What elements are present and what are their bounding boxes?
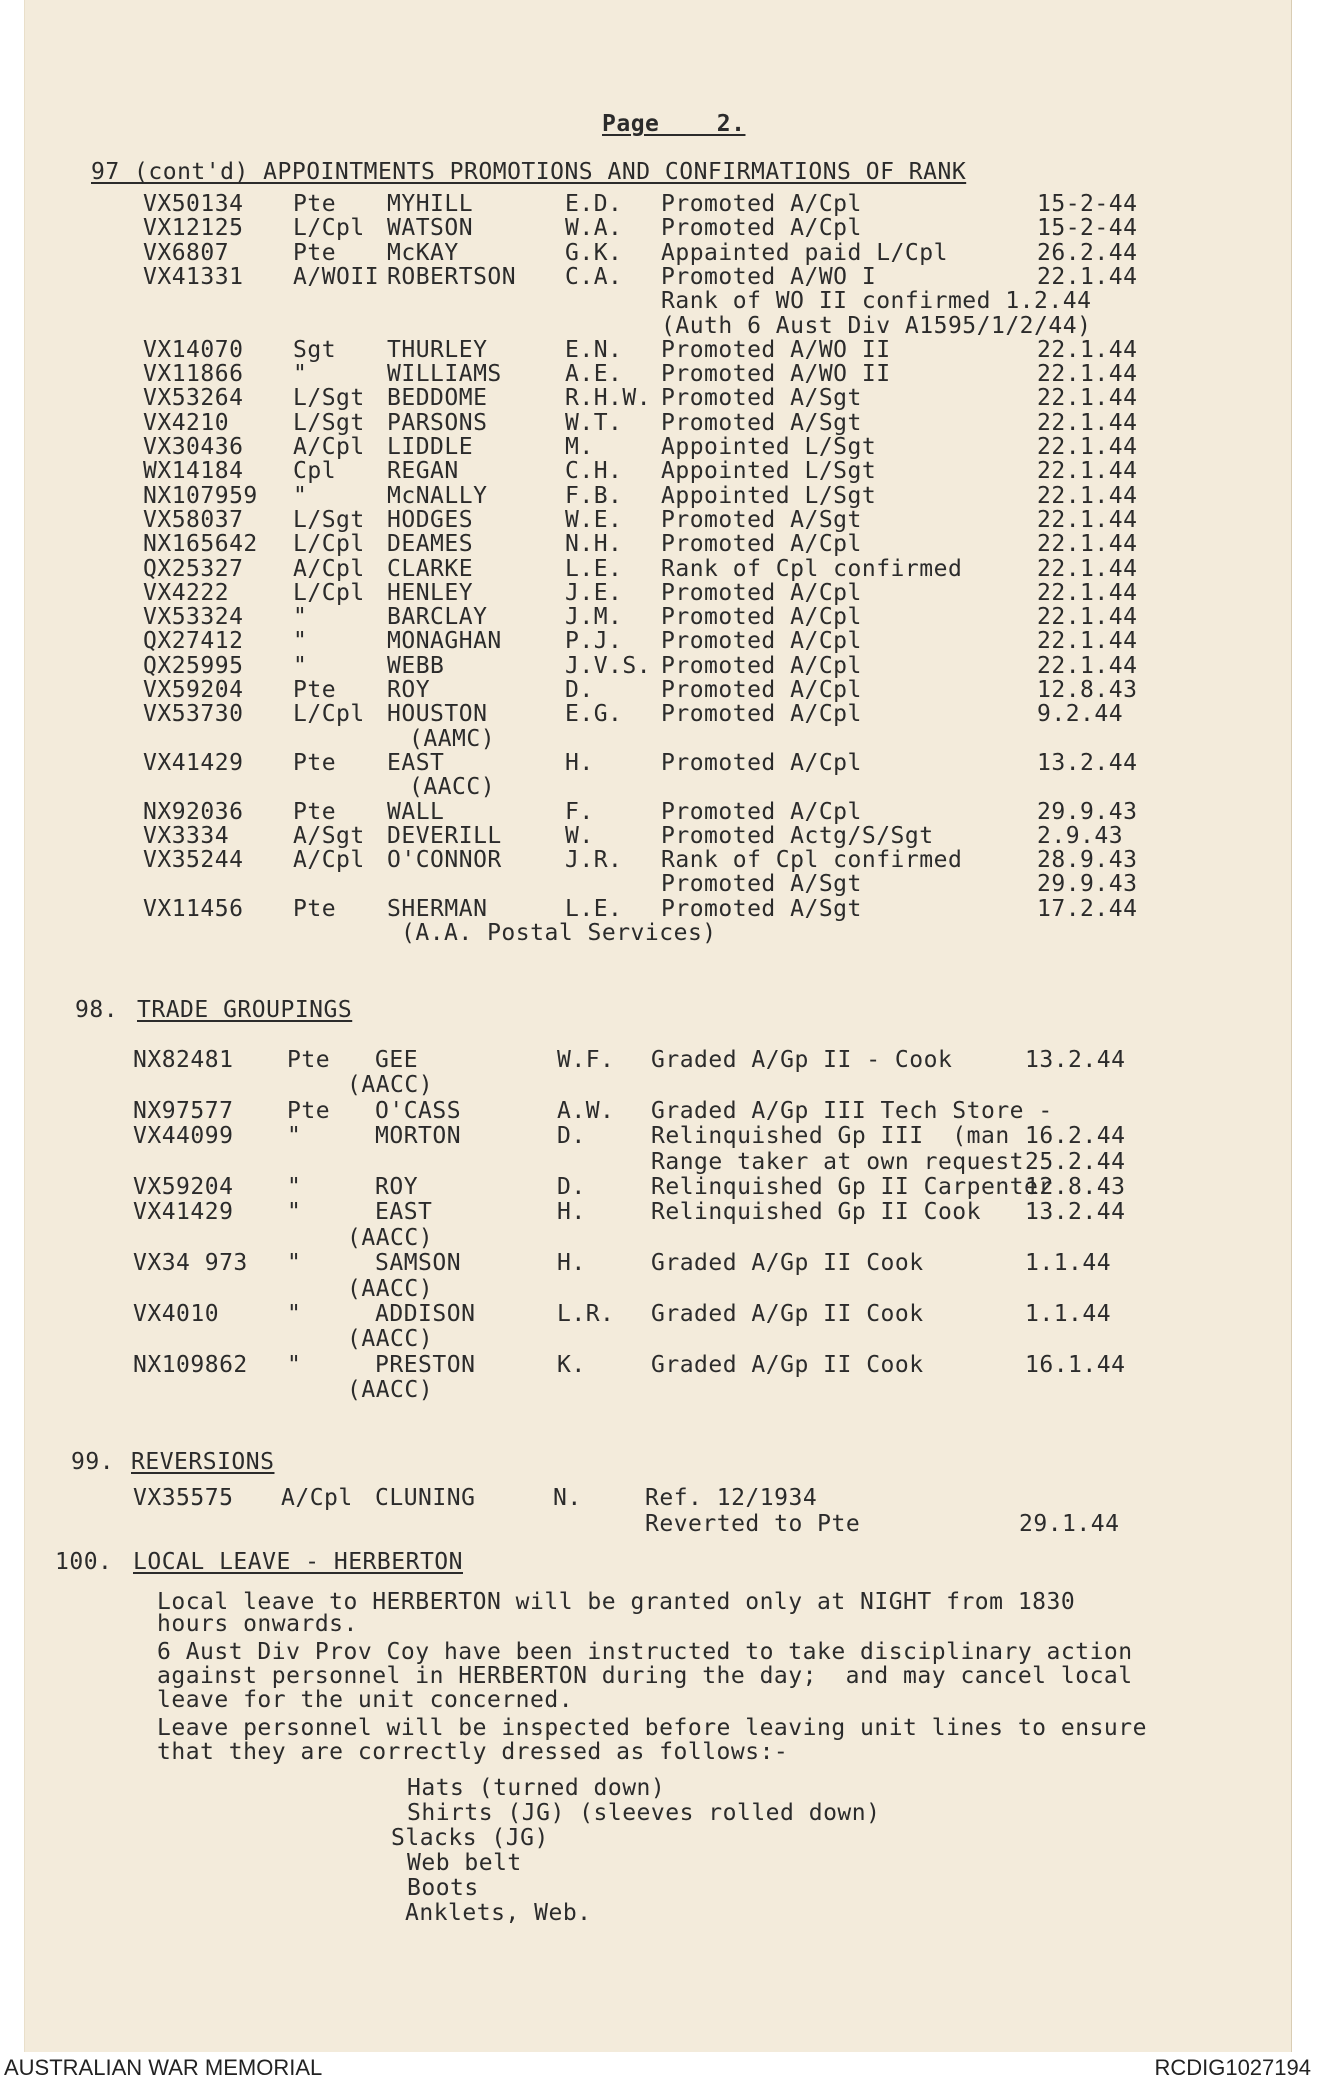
trade-row-no: NX97577 — [133, 1097, 234, 1124]
promotion-row-rank: Pte — [293, 239, 337, 266]
promotion-row-date: 28.9.43 — [1037, 847, 1138, 874]
promotion-row-rank: Pte — [293, 677, 337, 703]
promotion-row-init: W.T. — [565, 409, 623, 436]
trade-row-date: 1.1.44 — [1025, 1301, 1112, 1327]
promotion-row-date: 15-2-44 — [1037, 215, 1138, 242]
promotion-row-rank: A/Cpl — [293, 434, 365, 460]
promotion-row-init: H. — [565, 749, 594, 776]
trade-row-no: VX44099 — [133, 1123, 234, 1150]
promotion-row-date: 29.9.43 — [1037, 871, 1138, 898]
section-98-number: 98. — [75, 997, 119, 1023]
promotion-row-date: 13.2.44 — [1037, 749, 1138, 776]
trade-row-init: K. — [557, 1351, 586, 1378]
trade-row-action: Graded A/Gp II Cook — [651, 1250, 924, 1277]
promotion-row-name: HODGES — [387, 506, 474, 533]
promotion-row-action: Rank of Cpl confirmed — [661, 555, 963, 582]
promotion-row-init: R.H.W. — [565, 385, 652, 412]
promotion-row-name: LIDDLE — [387, 434, 474, 460]
promotion-row-action: Promoted A/Sgt — [661, 506, 862, 533]
promotion-row-action: Promoted A/Cpl — [661, 798, 862, 825]
promotion-row-init: J.M. — [565, 604, 623, 631]
promotion-row-date: 15-2-44 — [1037, 191, 1138, 217]
trade-row-no: VX59204 — [133, 1174, 234, 1200]
promotion-row-rank: L/Sgt — [293, 506, 365, 533]
section-100-number: 100. — [55, 1549, 113, 1575]
promotion-row-rank: " — [293, 652, 308, 679]
promotion-row-name: ROY — [387, 677, 431, 703]
trade-row-action: Graded A/Gp III Tech Store - — [651, 1097, 1053, 1124]
promotion-row-init: E.N. — [565, 336, 623, 363]
dress-item: Anklets, Web. — [405, 1900, 592, 1926]
promotion-row-name: McNALLY — [387, 482, 488, 509]
trade-row-rank: " — [287, 1351, 302, 1378]
promotion-row-rank: A/Cpl — [293, 847, 365, 874]
promotion-row-init: J.V.S. — [565, 652, 652, 679]
trade-row-name: (AACC) — [347, 1275, 434, 1302]
promotion-row-name: O'CONNOR — [387, 847, 502, 874]
trade-row-name: (AACC) — [347, 1224, 434, 1251]
promotion-row-action: Rank of Cpl confirmed — [661, 847, 963, 874]
promotion-row-date: 26.2.44 — [1037, 239, 1138, 266]
promotion-row-no: QX25327 — [143, 555, 244, 582]
promotion-row-name: SHERMAN — [387, 895, 488, 922]
promotion-row-action: Promoted A/WO I — [661, 263, 877, 290]
section-97-title: 97 (cont'd) APPOINTMENTS PROMOTIONS AND CONFIRMATIONS OF RANK — [91, 159, 967, 185]
promotion-row-action: Promoted A/WO II — [661, 336, 891, 363]
reversion-rank: A/Cpl — [281, 1485, 353, 1511]
trade-row-rank: " — [287, 1250, 302, 1277]
promotion-row-init: M. — [565, 434, 594, 460]
trade-row-rank: " — [287, 1174, 302, 1200]
promotion-row-date: 22.1.44 — [1037, 434, 1138, 460]
promotion-row-init: N.H. — [565, 531, 623, 558]
trade-row-no: NX109862 — [133, 1351, 248, 1378]
promotion-row-no: NX92036 — [143, 798, 244, 825]
promotion-row-init: W.E. — [565, 506, 623, 533]
trade-row-action: Relinquished Gp II Carpenter — [651, 1174, 1053, 1200]
trade-row-init: D. — [557, 1123, 586, 1150]
trade-row-rank: Pte — [287, 1047, 331, 1073]
promotion-row-rank: " — [293, 361, 308, 388]
footer-institution: AUSTRALIAN WAR MEMORIAL — [4, 2055, 323, 2080]
promotion-row-rank: L/Sgt — [293, 385, 365, 412]
promotion-row-date: 17.2.44 — [1037, 895, 1138, 922]
page-heading: Page 2. — [602, 111, 746, 137]
dress-item: Web belt — [407, 1850, 522, 1876]
trade-row-action: Relinquished Gp II Cook — [651, 1199, 981, 1226]
promotion-row-init: L.E. — [565, 555, 623, 582]
promotion-row-no: VX3334 — [143, 822, 230, 849]
promotion-row-no: VX12125 — [143, 215, 244, 242]
promotion-row-init: E.D. — [565, 191, 623, 217]
promotion-row-action: Rank of WO II confirmed 1.2.44 — [661, 288, 1092, 315]
trade-row-name: O'CASS — [375, 1097, 462, 1124]
promotion-row-no: VX14070 — [143, 336, 244, 363]
promotion-row-rank: L/Cpl — [293, 579, 365, 606]
trade-row-name: (AACC) — [347, 1326, 434, 1353]
promotion-row-name: BARCLAY — [387, 604, 488, 631]
promotion-row-name: HENLEY — [387, 579, 474, 606]
promotion-row-name: MYHILL — [387, 191, 474, 217]
promotion-row-no: WX14184 — [143, 458, 244, 485]
promotion-row-init: G.K. — [565, 239, 623, 266]
promotion-row-date: 22.1.44 — [1037, 555, 1138, 582]
promotion-row-init: D. — [565, 677, 594, 703]
promotion-row-rank: " — [293, 482, 308, 509]
promotion-row-date: 22.1.44 — [1037, 482, 1138, 509]
promotion-row-no: VX41331 — [143, 263, 244, 290]
promotion-row-action: (Auth 6 Aust Div A1595/1/2/44) — [661, 312, 1092, 339]
promotion-row-date: 22.1.44 — [1037, 263, 1138, 290]
promotion-row-no: QX27412 — [143, 628, 244, 655]
promotion-row-date: 22.1.44 — [1037, 361, 1138, 388]
trade-row-name: MORTON — [375, 1123, 462, 1150]
promotion-row-rank: L/Sgt — [293, 409, 365, 436]
promotion-row-date: 2.9.43 — [1037, 822, 1124, 849]
trade-row-date: 13.2.44 — [1025, 1047, 1126, 1073]
trade-row-date: 1.1.44 — [1025, 1250, 1112, 1277]
reversion-number: VX35575 — [133, 1485, 234, 1511]
trade-row-name: GEE — [375, 1047, 419, 1073]
promotion-row-no: VX4210 — [143, 409, 230, 436]
promotion-row-init: C.H. — [565, 458, 623, 485]
promotion-row-no: VX50134 — [143, 191, 244, 217]
promotion-row-date: 22.1.44 — [1037, 385, 1138, 412]
trade-row-name: PRESTON — [375, 1351, 476, 1378]
promotion-row-action: Promoted A/Cpl — [661, 579, 862, 606]
promotion-row-rank: Cpl — [293, 458, 337, 485]
promotion-row-no: NX165642 — [143, 531, 258, 558]
trade-row-action: Graded A/Gp II Cook — [651, 1301, 924, 1327]
promotion-row-name: WEBB — [387, 652, 445, 679]
promotion-row-rank: Sgt — [293, 336, 337, 363]
section-98-title: TRADE GROUPINGS — [137, 997, 353, 1023]
leave-paragraph-line: Local leave to HERBERTON will be granted only at NIGHT from 1830 — [157, 1589, 1076, 1615]
footer-reference: RCDIG1027194 — [1154, 2055, 1311, 2080]
promotion-row-action: Promoted A/Sgt — [661, 895, 862, 922]
promotion-row-date: 22.1.44 — [1037, 579, 1138, 606]
promotion-row-init: P.J. — [565, 628, 623, 655]
promotion-row-no: VX59204 — [143, 677, 244, 703]
promotion-row-action: Promoted A/WO II — [661, 361, 891, 388]
promotion-row-no: VX11866 — [143, 361, 244, 388]
promotion-row-date: 22.1.44 — [1037, 628, 1138, 655]
promotion-row-rank: A/Sgt — [293, 822, 365, 849]
promotion-row-action: Appointed L/Sgt — [661, 434, 877, 460]
promotion-row-rank: L/Cpl — [293, 701, 365, 728]
promotion-row-date: 22.1.44 — [1037, 604, 1138, 631]
trade-row-name: ROY — [375, 1174, 419, 1200]
promotion-row-no: VX35244 — [143, 847, 244, 874]
promotion-row-rank: Pte — [293, 749, 337, 776]
promotion-row-no: VX30436 — [143, 434, 244, 460]
reversion-name: CLUNING — [375, 1485, 476, 1511]
promotion-row-init: W. — [565, 822, 594, 849]
trade-row-rank: " — [287, 1301, 302, 1327]
promotion-row-action: Promoted A/Cpl — [661, 215, 862, 242]
leave-paragraph-line: leave for the unit concerned. — [157, 1687, 574, 1713]
promotion-row-no: VX6807 — [143, 239, 230, 266]
reversion-ref: Ref. 12/1934 — [645, 1485, 818, 1511]
promotion-row-action: Appainted paid L/Cpl — [661, 239, 948, 266]
promotion-row-action: Promoted A/Cpl — [661, 677, 862, 703]
promotion-row-init: C.A. — [565, 263, 623, 290]
trade-row-init: A.W. — [557, 1097, 615, 1124]
dress-item: Hats (turned down) — [407, 1775, 666, 1801]
promotion-row-name: HOUSTON — [387, 701, 488, 728]
promotion-row-name: BEDDOME — [387, 385, 488, 412]
promotion-row-no: VX58037 — [143, 506, 244, 533]
promotion-row-init: F. — [565, 798, 594, 825]
trade-row-action: Relinquished Gp III (man — [651, 1123, 1010, 1150]
trade-row-date: 13.2.44 — [1025, 1199, 1126, 1226]
promotion-row-rank: Pte — [293, 191, 337, 217]
leave-paragraph-line: hours onwards. — [157, 1611, 358, 1637]
promotion-row-date: 22.1.44 — [1037, 336, 1138, 363]
promotion-row-name: WILLIAMS — [387, 361, 502, 388]
promotion-row-init: E.G. — [565, 701, 623, 728]
promotion-row-no: VX4222 — [143, 579, 230, 606]
trade-row-date: 16.1.44 — [1025, 1351, 1126, 1378]
promotion-row-no: VX11456 — [143, 895, 244, 922]
trade-row-init: L.R. — [557, 1301, 615, 1327]
trade-row-name: SAMSON — [375, 1250, 462, 1277]
promotion-row-date: 22.1.44 — [1037, 458, 1138, 485]
promotion-row-no: VX53264 — [143, 385, 244, 412]
trade-row-date: 16.2.44 — [1025, 1123, 1126, 1150]
trade-row-init: D. — [557, 1174, 586, 1200]
promotion-row-rank: A/Cpl — [293, 555, 365, 582]
trade-row-no: NX82481 — [133, 1047, 234, 1073]
trade-row-init: H. — [557, 1199, 586, 1226]
promotion-row-name: REGAN — [387, 458, 459, 485]
trade-row-init: W.F. — [557, 1047, 615, 1073]
promotion-row-name: (A.A. Postal Services) — [401, 920, 717, 946]
promotion-row-name: ROBERTSON — [387, 263, 517, 290]
promotion-row-name: WATSON — [387, 215, 474, 242]
document-sheet — [24, 0, 1292, 2052]
trade-row-no: VX41429 — [133, 1199, 234, 1226]
trade-row-rank: Pte — [287, 1097, 331, 1124]
trade-row-action: Graded A/Gp II - Cook — [651, 1047, 953, 1073]
promotion-row-date: 9.2.44 — [1037, 701, 1124, 728]
promotion-row-name: EAST — [387, 749, 445, 776]
trade-row-rank: " — [287, 1123, 302, 1150]
promotion-row-no: VX53324 — [143, 604, 244, 631]
leave-paragraph-line: Leave personnel will be inspected before leaving unit lines to ensure — [157, 1715, 1147, 1741]
reversion-action: Reverted to Pte — [645, 1511, 861, 1537]
promotion-row-name: McKAY — [387, 239, 459, 266]
promotion-row-init: W.A. — [565, 215, 623, 242]
promotion-row-date: 22.1.44 — [1037, 506, 1138, 533]
promotion-row-name: DEAMES — [387, 531, 474, 558]
leave-paragraph-line: 6 Aust Div Prov Coy have been instructed to take disciplinary action — [157, 1639, 1133, 1665]
promotion-row-rank: " — [293, 604, 308, 631]
promotion-row-name: PARSONS — [387, 409, 488, 436]
promotion-row-action: Promoted A/Cpl — [661, 531, 862, 558]
promotion-row-date: 12.8.43 — [1037, 677, 1138, 703]
dress-item: Boots — [407, 1875, 479, 1901]
promotion-row-date: 29.9.43 — [1037, 798, 1138, 825]
promotion-row-init: J.R. — [565, 847, 623, 874]
promotion-row-action: Promoted Actg/S/Sgt — [661, 822, 934, 849]
promotion-row-action: Appointed L/Sgt — [661, 482, 877, 509]
promotion-row-action: Promoted A/Cpl — [661, 191, 862, 217]
promotion-row-init: A.E. — [565, 361, 623, 388]
trade-row-init: H. — [557, 1250, 586, 1277]
trade-row-name: ADDISON — [375, 1301, 476, 1327]
promotion-row-name: DEVERILL — [387, 822, 502, 849]
leave-paragraph-line: against personnel in HERBERTON during the day; and may cancel local — [157, 1663, 1133, 1689]
trade-row-name: (AACC) — [347, 1377, 434, 1404]
promotion-row-date: 22.1.44 — [1037, 409, 1138, 436]
promotion-row-action: Promoted A/Cpl — [661, 652, 862, 679]
trade-row-action: Range taker at own request — [651, 1148, 1025, 1175]
promotion-row-name: MONAGHAN — [387, 628, 502, 655]
promotion-row-action: Promoted A/Cpl — [661, 628, 862, 655]
promotion-row-date: 22.1.44 — [1037, 652, 1138, 679]
promotion-row-action: Promoted A/Cpl — [661, 701, 862, 728]
trade-row-rank: " — [287, 1199, 302, 1226]
leave-paragraph-line: that they are correctly dressed as follows:- — [157, 1739, 789, 1765]
promotion-row-action: Promoted A/Sgt — [661, 385, 862, 412]
trade-row-name: EAST — [375, 1199, 433, 1226]
reversion-date: 29.1.44 — [1019, 1511, 1120, 1537]
promotion-row-name: THURLEY — [387, 336, 488, 363]
trade-row-date: 25.2.44 — [1025, 1148, 1126, 1175]
promotion-row-init: J.E. — [565, 579, 623, 606]
promotion-row-name: CLARKE — [387, 555, 474, 582]
promotion-row-init: L.E. — [565, 895, 623, 922]
section-99-number: 99. — [71, 1449, 115, 1475]
promotion-row-action: Promoted A/Cpl — [661, 749, 862, 776]
trade-row-name: (AACC) — [347, 1072, 434, 1099]
promotion-row-name: (AAMC) — [409, 725, 496, 752]
promotion-row-name: WALL — [387, 798, 445, 825]
footer — [0, 2052, 1317, 2082]
promotion-row-rank: " — [293, 628, 308, 655]
promotion-row-no: NX107959 — [143, 482, 258, 509]
reversion-initials: N. — [553, 1485, 582, 1511]
promotion-row-action: Appointed L/Sgt — [661, 458, 877, 485]
promotion-row-action: Promoted A/Sgt — [661, 409, 862, 436]
promotion-row-rank: L/Cpl — [293, 215, 365, 242]
dress-item: Slacks (JG) — [391, 1825, 549, 1851]
trade-row-action: Graded A/Gp II Cook — [651, 1351, 924, 1378]
trade-row-no: VX34 973 — [133, 1250, 248, 1277]
dress-item: Shirts (JG) (sleeves rolled down) — [407, 1800, 881, 1826]
promotion-row-action: Promoted A/Cpl — [661, 604, 862, 631]
promotion-row-action: Promoted A/Sgt — [661, 871, 862, 898]
promotion-row-no: VX53730 — [143, 701, 244, 728]
promotion-row-no: VX41429 — [143, 749, 244, 776]
trade-row-no: VX4010 — [133, 1301, 220, 1327]
promotion-row-rank: Pte — [293, 895, 337, 922]
promotion-row-date: 22.1.44 — [1037, 531, 1138, 558]
section-100-title: LOCAL LEAVE - HERBERTON — [133, 1549, 463, 1575]
promotion-row-init: F.B. — [565, 482, 623, 509]
promotion-row-no: QX25995 — [143, 652, 244, 679]
promotion-row-rank: Pte — [293, 798, 337, 825]
promotion-row-name: (AACC) — [409, 774, 496, 801]
promotion-row-rank: A/WOII — [293, 263, 380, 290]
trade-row-date: 12.8.43 — [1025, 1174, 1126, 1200]
section-99-title: REVERSIONS — [131, 1449, 275, 1475]
promotion-row-rank: L/Cpl — [293, 531, 365, 558]
